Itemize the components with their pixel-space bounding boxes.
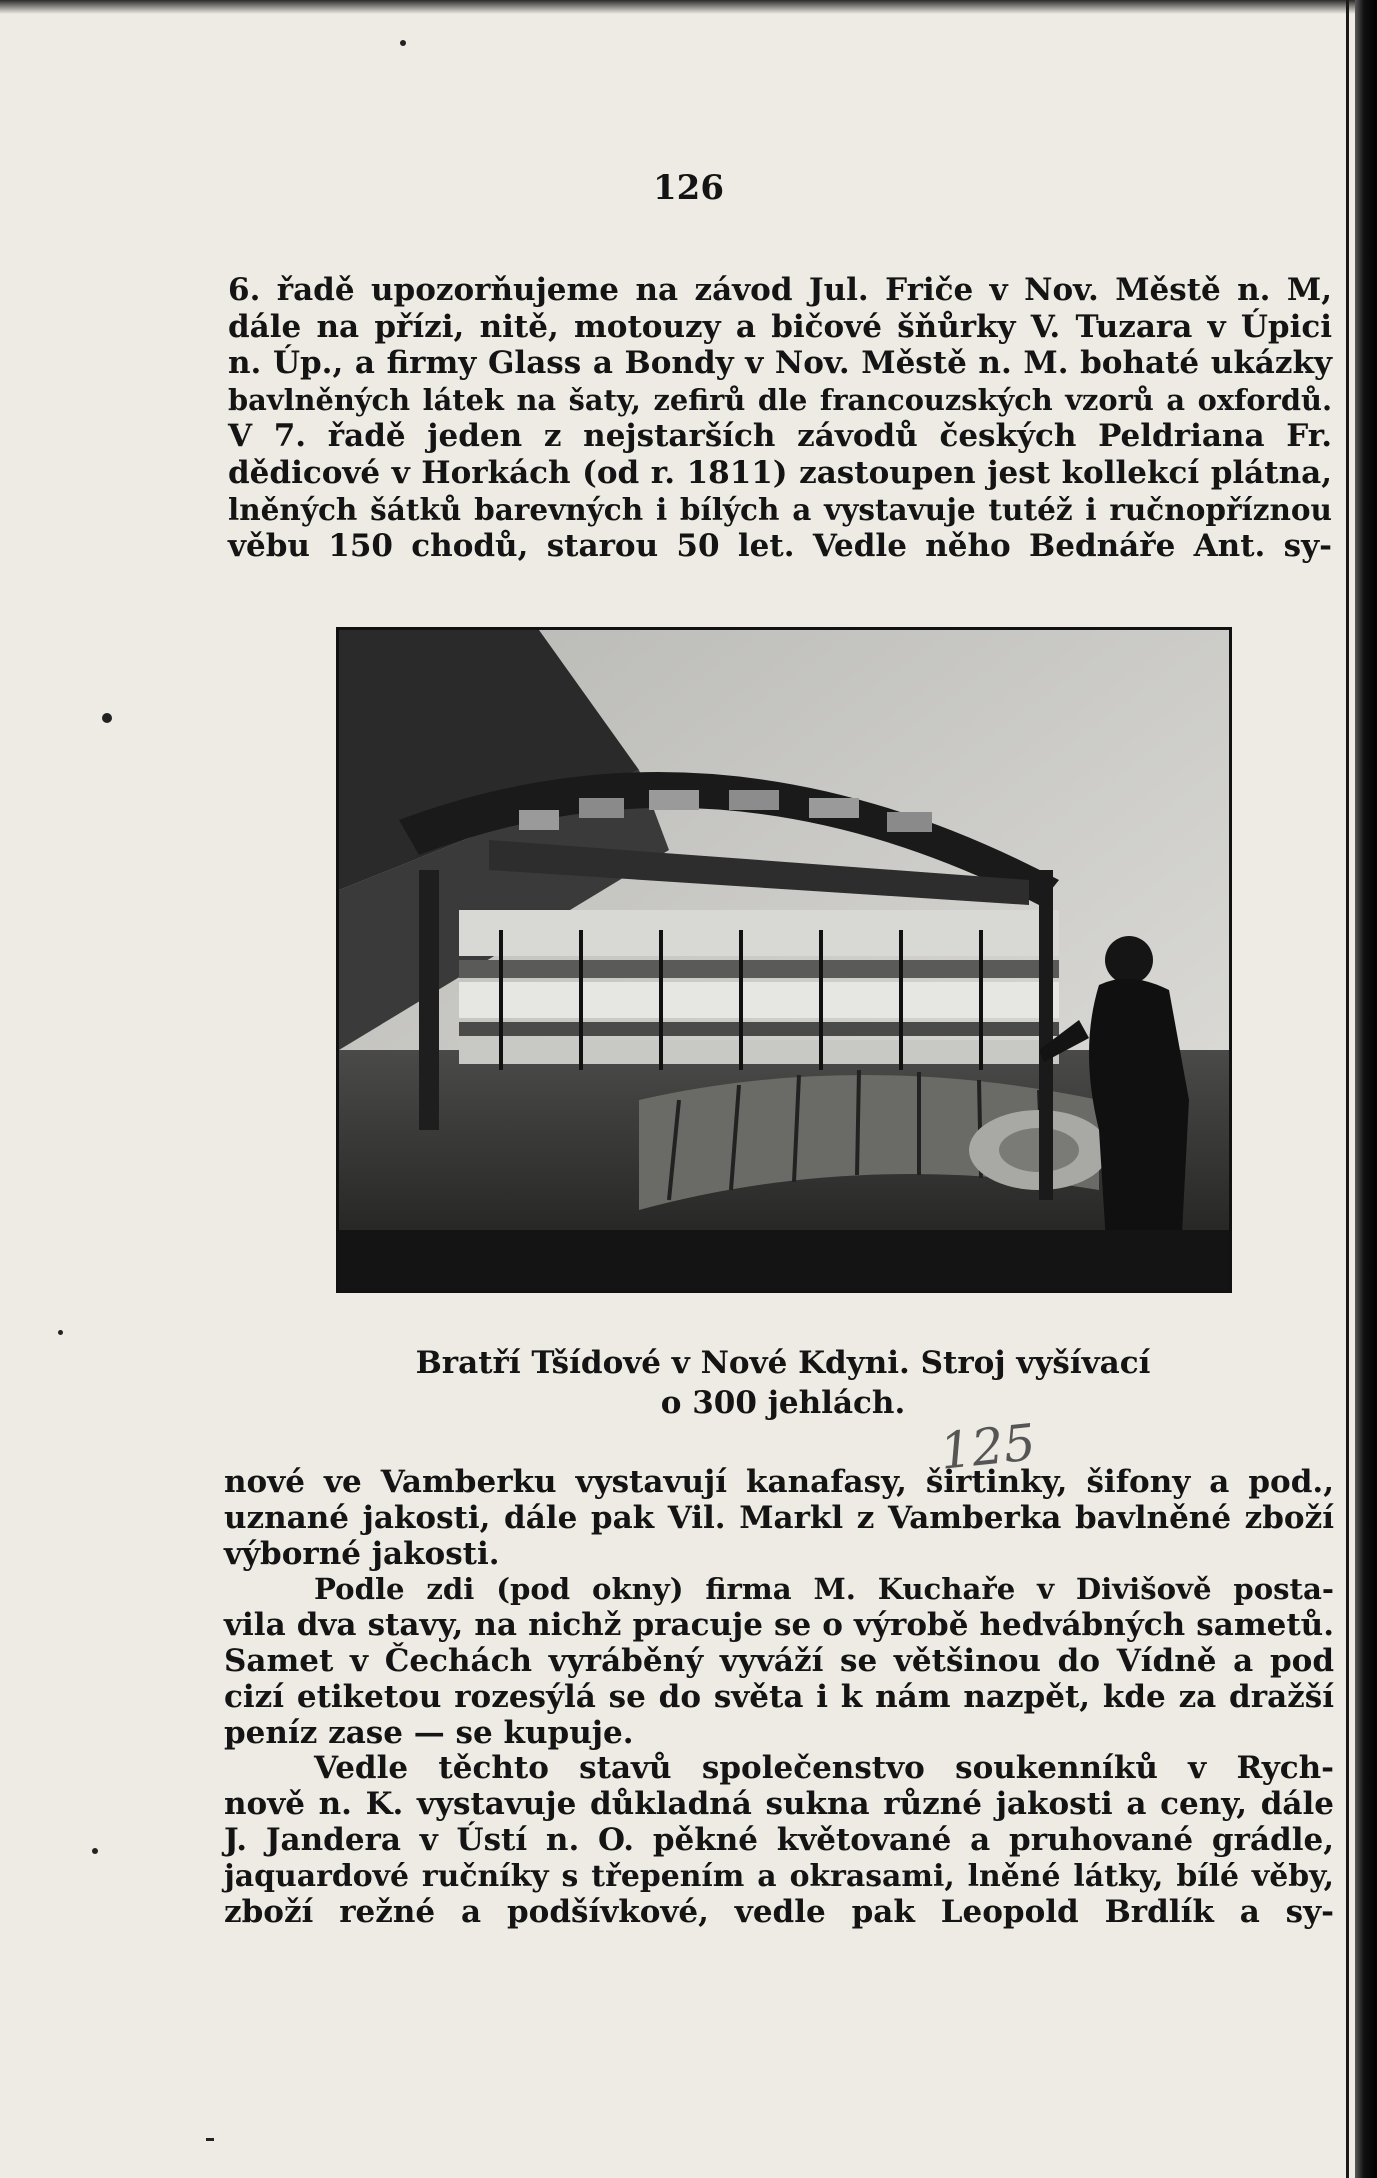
paragraph-2-line: uznané jakosti, dále pak Vil. Markl z Vamberka bavlněné zboží [224, 1499, 1334, 1536]
paragraph-2-line: J. Jandera v Ústí n. O. pěkné květované a pruhované grádle, [224, 1821, 1334, 1858]
page-binding-edge [1355, 0, 1377, 2178]
paragraph-2-line: vila dva stavy, na nichž pracuje se o výrobě hedvábných sametů. [224, 1607, 1334, 1644]
paragraph-2-line: peníz zase — se kupuje. [224, 1714, 634, 1751]
scan-speck [58, 1330, 63, 1335]
handwritten-note: 125 [937, 1413, 1039, 1481]
embroidery-machine-photo [336, 627, 1232, 1293]
figure-caption [340, 1343, 1226, 1423]
page-top-shadow [0, 0, 1377, 14]
paragraph-2-line: Podle zdi (pod okny) firma M. Kuchaře v Divišově posta- [314, 1572, 1334, 1607]
paragraph-1-line: bavlněných látek na šaty, zefirů dle francouzských vzorů a oxfordů. [228, 382, 1332, 417]
caption-line-1: Bratří Tšídové v Nové Kdyni. Stroj vyšívací [415, 1345, 1151, 1381]
photo-illustration [339, 630, 1229, 1290]
paragraph-2-line: cizí etiketou rozesýlá se do světa i k nám nazpět, kde za dražší [224, 1678, 1334, 1715]
caption-line-2: o 300 jehlách. [660, 1385, 906, 1421]
paragraph-1-line: V 7. řadě jeden z nejstarších závodů českých Peldriana Fr. [228, 418, 1332, 455]
paragraph-2-line: zboží režné a podšívkové, vedle pak Leopold Brdlík a sy- [224, 1893, 1334, 1930]
paragraph-2-line: nově n. K. vystavuje důkladná sukna různé jakosti a ceny, dále [224, 1786, 1334, 1823]
paragraph-2-line: výborné jakosti. [224, 1535, 500, 1572]
scan-speck [102, 713, 112, 723]
scan-speck [92, 1848, 98, 1854]
paragraph-2-line: jaquardové ručníky s třepením a okrasami, lněné látky, bílé věby, [224, 1858, 1334, 1894]
paragraph-1-line: dále na přízi, nitě, motouzy a bičové šňůrky V. Tuzara v Úpici [228, 308, 1332, 345]
paragraph-1 [228, 272, 1332, 565]
scan-speck [400, 40, 406, 46]
paragraph-1-line: lněných šátků barevných i bílých a vystavuje tutéž i ručnopříznou [228, 491, 1332, 527]
paragraph-1-line: dědicové v Horkách (od r. 1811) zastoupen jest kollekcí plátna, [228, 454, 1332, 491]
paragraph-2 [224, 1465, 1334, 1930]
paragraph-2-line: Vedle těchto stavů společenstvo soukenníků v Rych- [314, 1750, 1334, 1787]
paragraph-1-line: 6. řadě upozorňujeme na závod Jul. Friče v Nov. Městě n. M, [228, 272, 1332, 308]
paragraph-1-line: n. Úp., a firmy Glass a Bondy v Nov. Městě n. M. bohaté ukázky [228, 345, 1332, 382]
scan-speck [206, 2138, 214, 2141]
paragraph-2-line: Samet v Čechách vyráběný vyváží se většinou do Vídně a pod [224, 1642, 1334, 1679]
paragraph-1-line: věbu 150 chodů, starou 50 let. Vedle něho Bednáře Ant. sy- [228, 528, 1332, 565]
page-number: 126 [653, 168, 724, 208]
paragraph-2-line: nové ve Vamberku vystavují kanafasy, širtinky, šifony a pod., [224, 1464, 1334, 1500]
page-edge-line [1346, 0, 1349, 2178]
